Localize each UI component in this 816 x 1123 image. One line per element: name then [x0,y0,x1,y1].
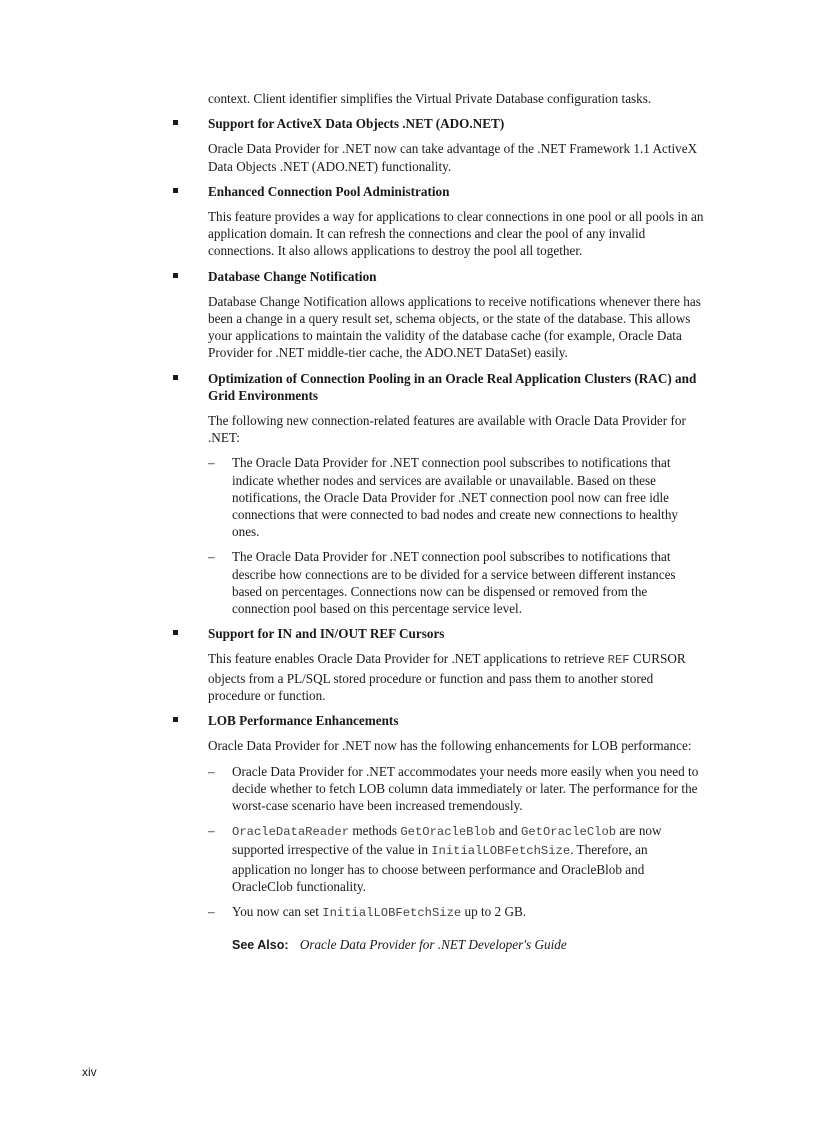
code-ref: REF [607,653,630,668]
content-column [208,90,704,954]
square-bullet-icon [173,188,178,193]
code-ref: OracleDataReader [232,825,350,840]
dash-marker: – [208,455,215,471]
section-body: The following new connection-related features are available with Oracle Data Provider for .NET: [208,413,686,446]
square-bullet-icon [173,630,178,635]
dash-marker: – [208,903,215,919]
bullet-heading: Optimization of Connection Pooling in an Oracle Real Application Clusters (RAC) and Grid Environments [208,370,704,404]
see-also-note [232,936,704,954]
see-also-link[interactable]: Oracle Data Provider for .NET Developer's Guide [299,937,567,953]
bullet-heading: Support for IN and IN/OUT REF Cursors [208,625,704,642]
code-ref: GetOracleClob [521,825,617,840]
square-bullet-icon [173,120,178,125]
intro-paragraph: context. Client identifier simplifies the Virtual Private Database configuration tasks. [208,91,652,106]
dash-marker: – [208,763,215,779]
code-ref: InitialLOBFetchSize [431,844,571,859]
dash-list-item: – OracleDataReader methods GetOracleBlob and GetOracleClob are now supported irrespective of the value in InitialLOBFetchSize. Therefore, an application no longer has to choose between performance and OracleBlob and OracleClob functionality. [208,823,662,894]
dash-list-item: – The Oracle Data Provider for .NET connection pool subscribes to notifications that describe how connections are to be divided for a service between different instances based on percentages. Connections now can be dispensed or removed from the connection pool based on this percentage service level. [208,549,676,617]
dash-list-item: – The Oracle Data Provider for .NET connection pool subscribes to notifications that indicate whether nodes and services are available or unavailable. Based on these notifications, the Oracle Data Provider for .NET connection pool now can free idle connections that were connected to bad nodes and create new connections to healthy ones. [208,455,679,540]
see-also-label: See Also: [232,938,289,953]
dash-list-item: – You now can set InitialLOBFetchSize up to 2 GB. [208,903,527,920]
section-body: Oracle Data Provider for .NET now has the following enhancements for LOB performance: [208,738,692,754]
bullet-heading: LOB Performance Enhancements [208,712,704,729]
square-bullet-icon [173,717,178,722]
dash-marker: – [208,549,215,565]
bullet-heading: Database Change Notification [208,268,704,285]
section-body: Database Change Notification allows applications to receive notifications whenever there has been a change in a query result set, schema objects, or the state of the database. This allows your applications to maintain the validity of the database cache (for example, Oracle Data Provider for .NET middle-tier cache, the ADO.NET DataSet) easily. [208,293,701,361]
code-ref: GetOracleBlob [400,825,496,840]
section-body: Oracle Data Provider for .NET now can take advantage of the .NET Framework 1.1 ActiveX Data Objects .NET (ADO.NET) functionality. [208,141,698,174]
bullet-heading: Enhanced Connection Pool Administration [208,183,704,200]
dash-list-item: – Oracle Data Provider for .NET accommodates your needs more easily when you need to decide whether to fetch LOB column data immediately or later. The performance for the worst-case scenario have been increased tremendously. [208,763,699,813]
dash-marker: – [208,823,215,839]
section-body: This feature enables Oracle Data Provider for .NET applications to retrieve REF CURSOR objects from a PL/SQL stored procedure or function and pass them to another stored procedure or function. [208,651,686,703]
bullet-heading: Support for ActiveX Data Objects .NET (ADO.NET) [208,115,704,132]
square-bullet-icon [173,273,178,278]
page-number: xiv [82,1065,97,1079]
code-ref: InitialLOBFetchSize [322,905,462,920]
section-body: This feature provides a way for applications to clear connections in one pool or all pools in an application domain. It can refresh the connections and clear the pool of any invalid connections. It also allows applications to destroy the pool all together. [208,209,704,259]
square-bullet-icon [173,375,178,380]
